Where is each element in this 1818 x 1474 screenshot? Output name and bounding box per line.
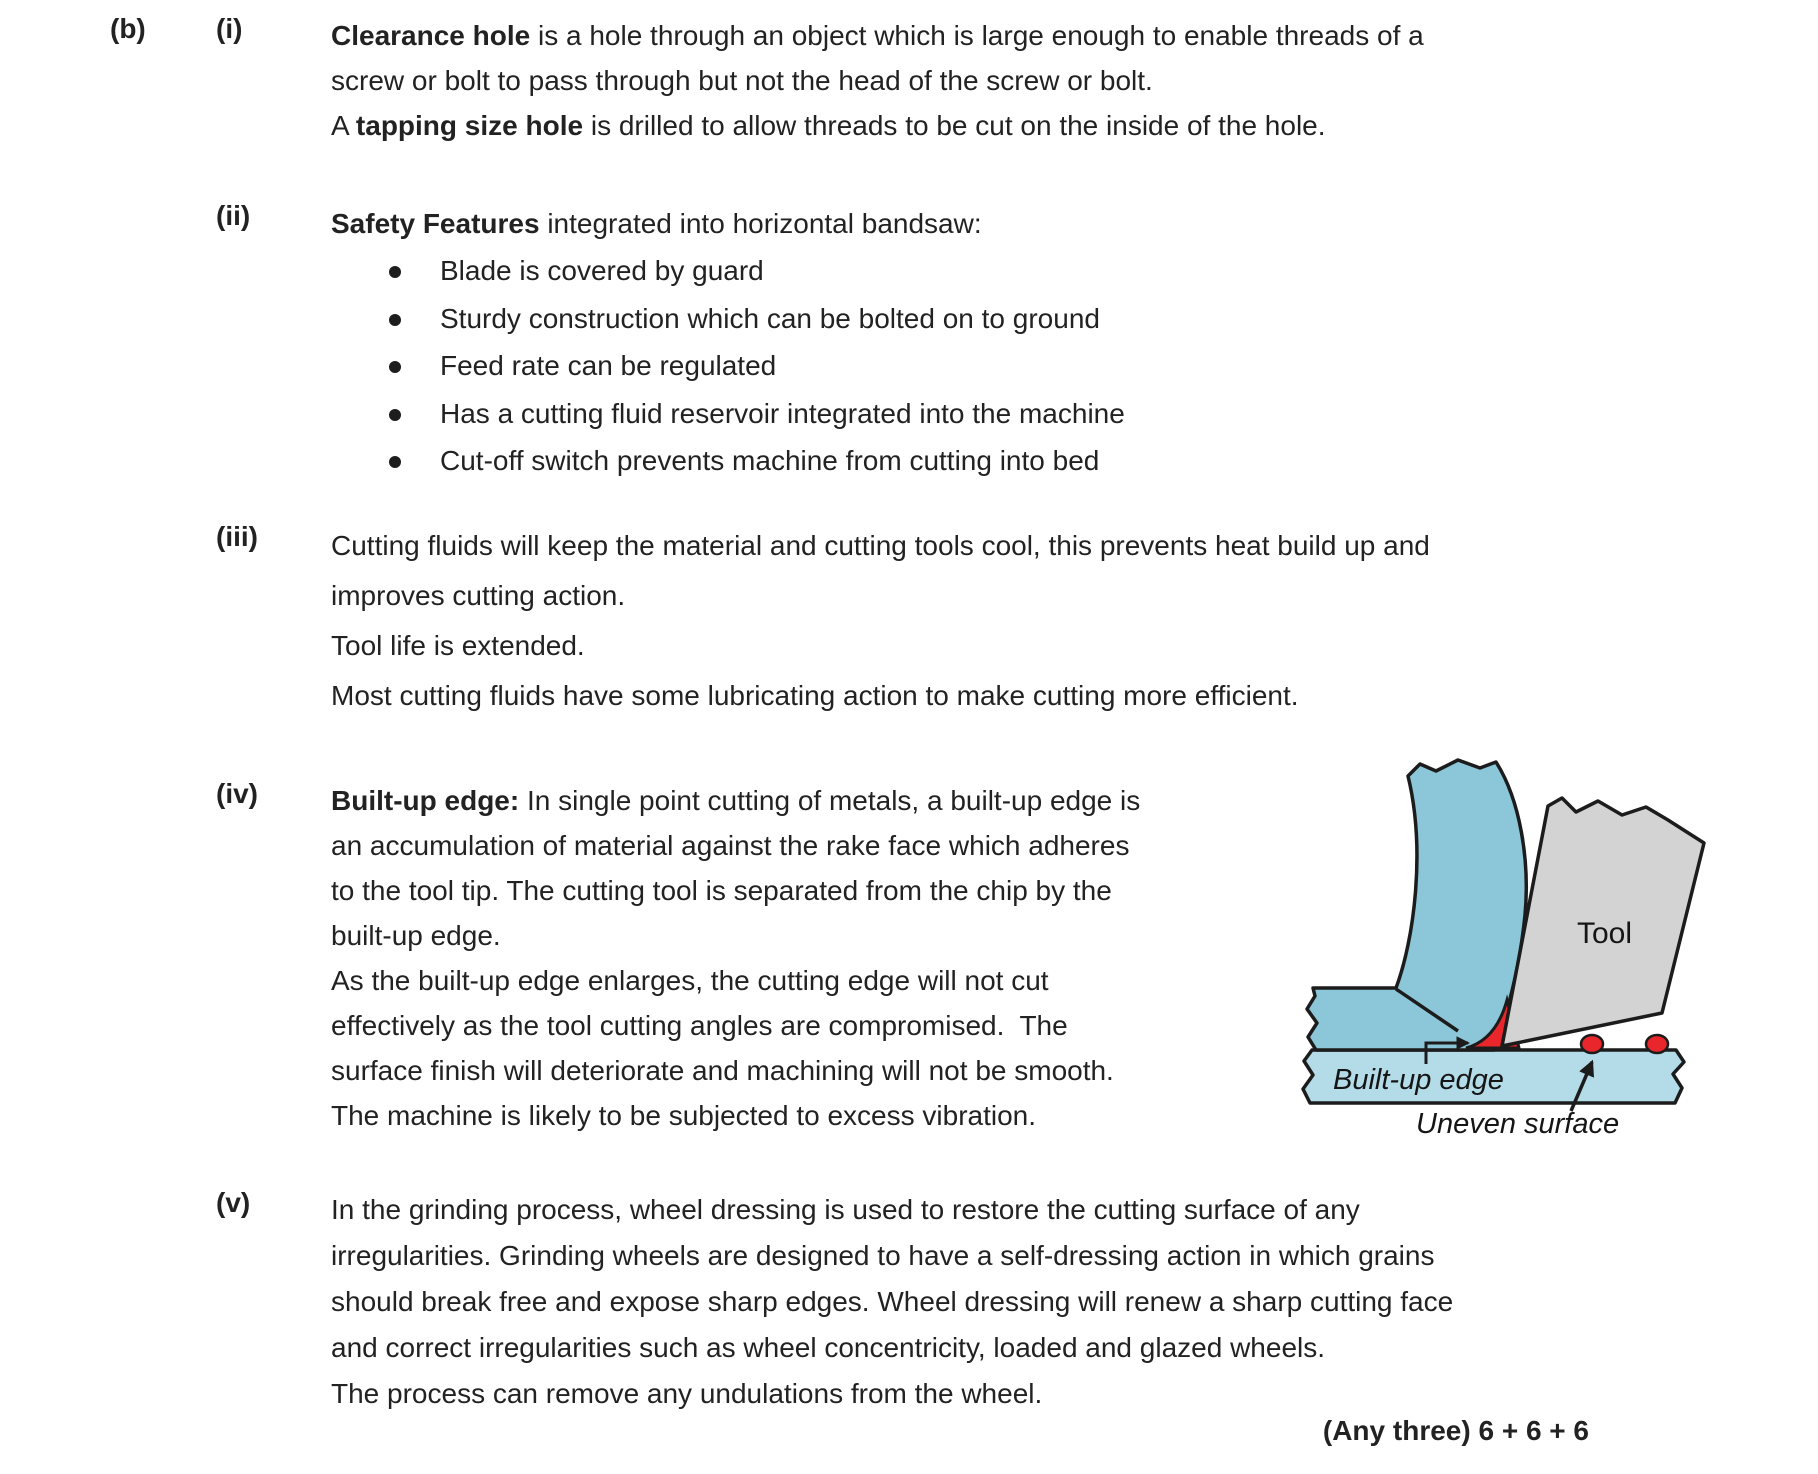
part-label: (b) (110, 13, 146, 44)
section-v-body (331, 1187, 1453, 1417)
list-item: Cut-off switch prevents machine from cutting into bed (389, 437, 1125, 485)
section-iv-label: (iv) (216, 778, 258, 809)
text-line: Built-up edge: In single point cutting of metals, a built-up edge is (331, 785, 1141, 816)
text-line: improves cutting action. (331, 580, 626, 611)
bullet-icon (389, 361, 401, 373)
list-item: Feed rate can be regulated (389, 342, 1125, 390)
bold-term: Clearance hole (331, 20, 531, 51)
section-i-body (331, 13, 1424, 148)
list-item: Blade is covered by guard (389, 247, 1125, 295)
uneven-surface-bump (1646, 1035, 1668, 1053)
text-line: Clearance hole is a hole through an object which is large enough to enable threads of a (331, 20, 1424, 51)
text-line: built-up edge. (331, 920, 501, 951)
text-line: Most cutting fluids have some lubricating action to make cutting more efficient. (331, 680, 1299, 711)
text-line: surface finish will deteriorate and machining will not be smooth. (331, 1055, 1114, 1086)
text-line: As the built-up edge enlarges, the cutting edge will not cut (331, 965, 1049, 996)
text-line: irregularities. Grinding wheels are designed to have a self-dressing action in which grains (331, 1240, 1435, 1271)
text-line: The machine is likely to be subjected to excess vibration. (331, 1100, 1037, 1131)
text-line: screw or bolt to pass through but not the head of the screw or bolt. (331, 65, 1153, 96)
text-line: Cutting fluids will keep the material and cutting tools cool, this prevents heat build up and (331, 530, 1430, 561)
text-line: an accumulation of material against the rake face which adheres (331, 830, 1130, 861)
bold-term: tapping size hole (355, 110, 584, 141)
chip-shape (1307, 760, 1526, 1050)
list-item: Has a cutting fluid reservoir integrated into the machine (389, 390, 1125, 438)
uneven-surface-label: Uneven surface (1416, 1108, 1620, 1140)
text-line: and correct irregularities such as wheel concentricity, loaded and glazed wheels. (331, 1332, 1326, 1363)
text-line: should break free and expose sharp edges. Wheel dressing will renew a sharp cutting face (331, 1286, 1454, 1317)
bullet-icon (389, 266, 401, 278)
section-iv-body (331, 778, 1140, 1138)
section-ii-label: (ii) (216, 200, 251, 231)
built-up-edge-label: Built-up edge (1333, 1064, 1504, 1096)
bold-term: Built-up edge: (331, 785, 520, 816)
uneven-surface-bump (1581, 1035, 1603, 1053)
bullet-icon (389, 456, 401, 468)
bold-term: Safety Features (331, 208, 540, 239)
text-line: Tool life is extended. (331, 630, 585, 661)
section-ii-bullet-list (389, 247, 1125, 485)
section-iii-label: (iii) (216, 521, 258, 552)
text-line: Safety Features integrated into horizontal bandsaw: (331, 208, 982, 239)
section-ii-heading (331, 200, 982, 248)
text-line: effectively as the tool cutting angles are compromised. The (331, 1010, 1068, 1041)
text-line: A tapping size hole is drilled to allow threads to be cut on the inside of the hole. (331, 110, 1326, 141)
section-v-label: (v) (216, 1187, 251, 1218)
section-iii-body (331, 521, 1430, 721)
text-line: In the grinding process, wheel dressing is used to restore the cutting surface of any (331, 1194, 1360, 1225)
built-up-edge-diagram (1290, 735, 1818, 1155)
text-line: The process can remove any undulations from the wheel. (331, 1378, 1043, 1409)
marks-note: (Any three) 6 + 6 + 6 (1322, 1415, 1589, 1446)
list-item: Sturdy construction which can be bolted on to ground (389, 295, 1125, 343)
bullet-icon (389, 409, 401, 421)
bullet-icon (389, 314, 401, 326)
tool-label: Tool (1577, 917, 1633, 950)
section-i-label: (i) (216, 13, 243, 44)
text-line: to the tool tip. The cutting tool is separated from the chip by the (331, 875, 1112, 906)
